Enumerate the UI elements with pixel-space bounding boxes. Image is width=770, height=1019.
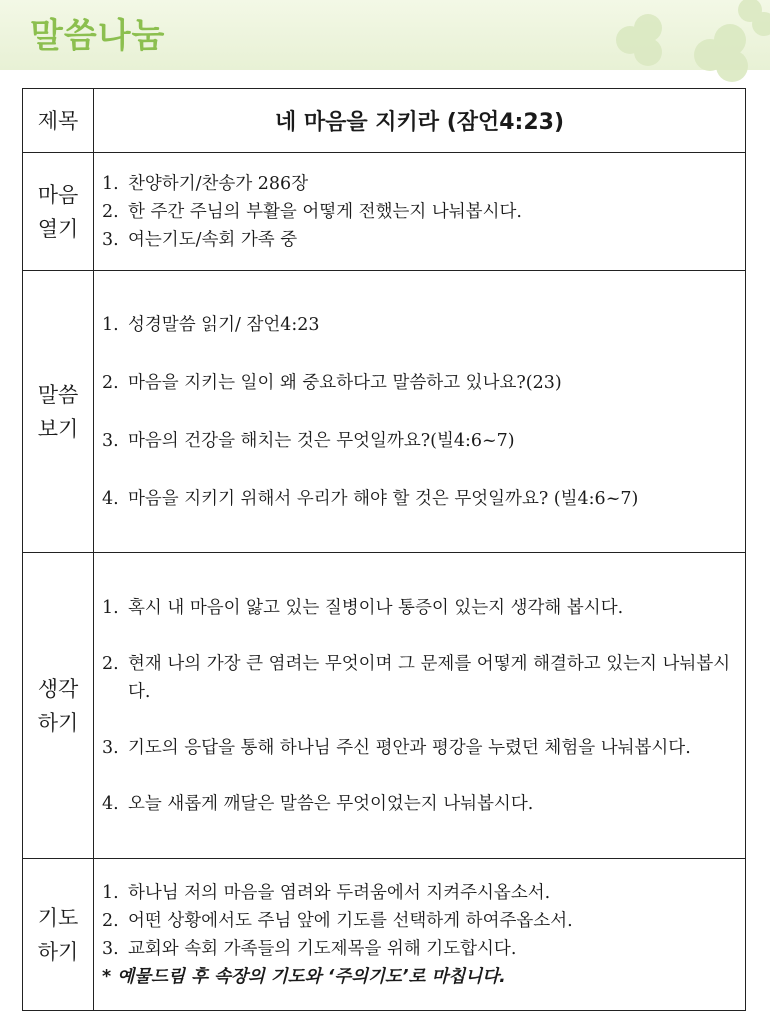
clover-decoration-icon: [600, 0, 770, 90]
section-row: [23, 153, 746, 271]
list-item: 3. 마음의 건강을 해치는 것은 무엇일까요?(빌4:6~7): [102, 430, 515, 451]
title-row: [23, 89, 746, 153]
list-item: 2. 어떤 상황에서도 주님 앞에 기도를 선택하게 하여주옵소서.: [102, 910, 573, 931]
lesson-title: 네 마음을 지키라 (잠언4:23): [94, 89, 746, 153]
section-label: 기도 하기: [23, 859, 94, 1011]
list-item: 2. 현재 나의 가장 큰 염려는 무엇이며 그 문제를 어떻게 해결하고 있는지 나눠봅시다.: [102, 653, 731, 702]
list-item: 1. 성경말씀 읽기/ 잠언4:23: [102, 314, 320, 335]
section-content: [94, 153, 746, 271]
list-item: 4. 오늘 새롭게 깨달은 말씀은 무엇이었는지 나눠봅시다.: [102, 793, 534, 814]
list-item: 1. 혹시 내 마음이 앓고 있는 질병이나 통증이 있는지 생각해 봅시다.: [102, 597, 624, 618]
section-content: [94, 859, 746, 1011]
section-row: [23, 859, 746, 1011]
worksheet-table: [22, 88, 746, 1011]
header-banner: [0, 0, 770, 70]
banner-title: 말씀나눔: [30, 16, 166, 56]
list-item: 3. 여는기도/속회 가족 중: [102, 229, 298, 250]
list-item: 3. 기도의 응답을 통해 하나님 주신 평안과 평강을 누렸던 체험을 나눠봅시다.: [102, 737, 691, 758]
list-item: 2. 마음을 지키는 일이 왜 중요하다고 말씀하고 있나요?(23): [102, 372, 562, 393]
section-content: [94, 553, 746, 859]
title-label: 제목: [23, 89, 94, 153]
section-row: [23, 553, 746, 859]
closing-note: * 예물드림 후 속장의 기도와 ‘주의기도’로 마칩니다.: [102, 966, 506, 987]
section-label: 생각 하기: [23, 553, 94, 859]
section-row: [23, 271, 746, 553]
list-item: 4. 마음을 지키기 위해서 우리가 해야 할 것은 무엇일까요? (빌4:6~7): [102, 488, 639, 509]
section-label: 마음 열기: [23, 153, 94, 271]
list-item: 3. 교회와 속회 가족들의 기도제목을 위해 기도합시다.: [102, 938, 517, 959]
section-content: [94, 271, 746, 553]
section-label: 말씀 보기: [23, 271, 94, 553]
list-item: 1. 찬양하기/찬송가 286장: [102, 173, 309, 194]
list-item: 1. 하나님 저의 마음을 염려와 두려움에서 지켜주시옵소서.: [102, 882, 551, 903]
list-item: 2. 한 주간 주님의 부활을 어떻게 전했는지 나눠봅시다.: [102, 201, 522, 222]
